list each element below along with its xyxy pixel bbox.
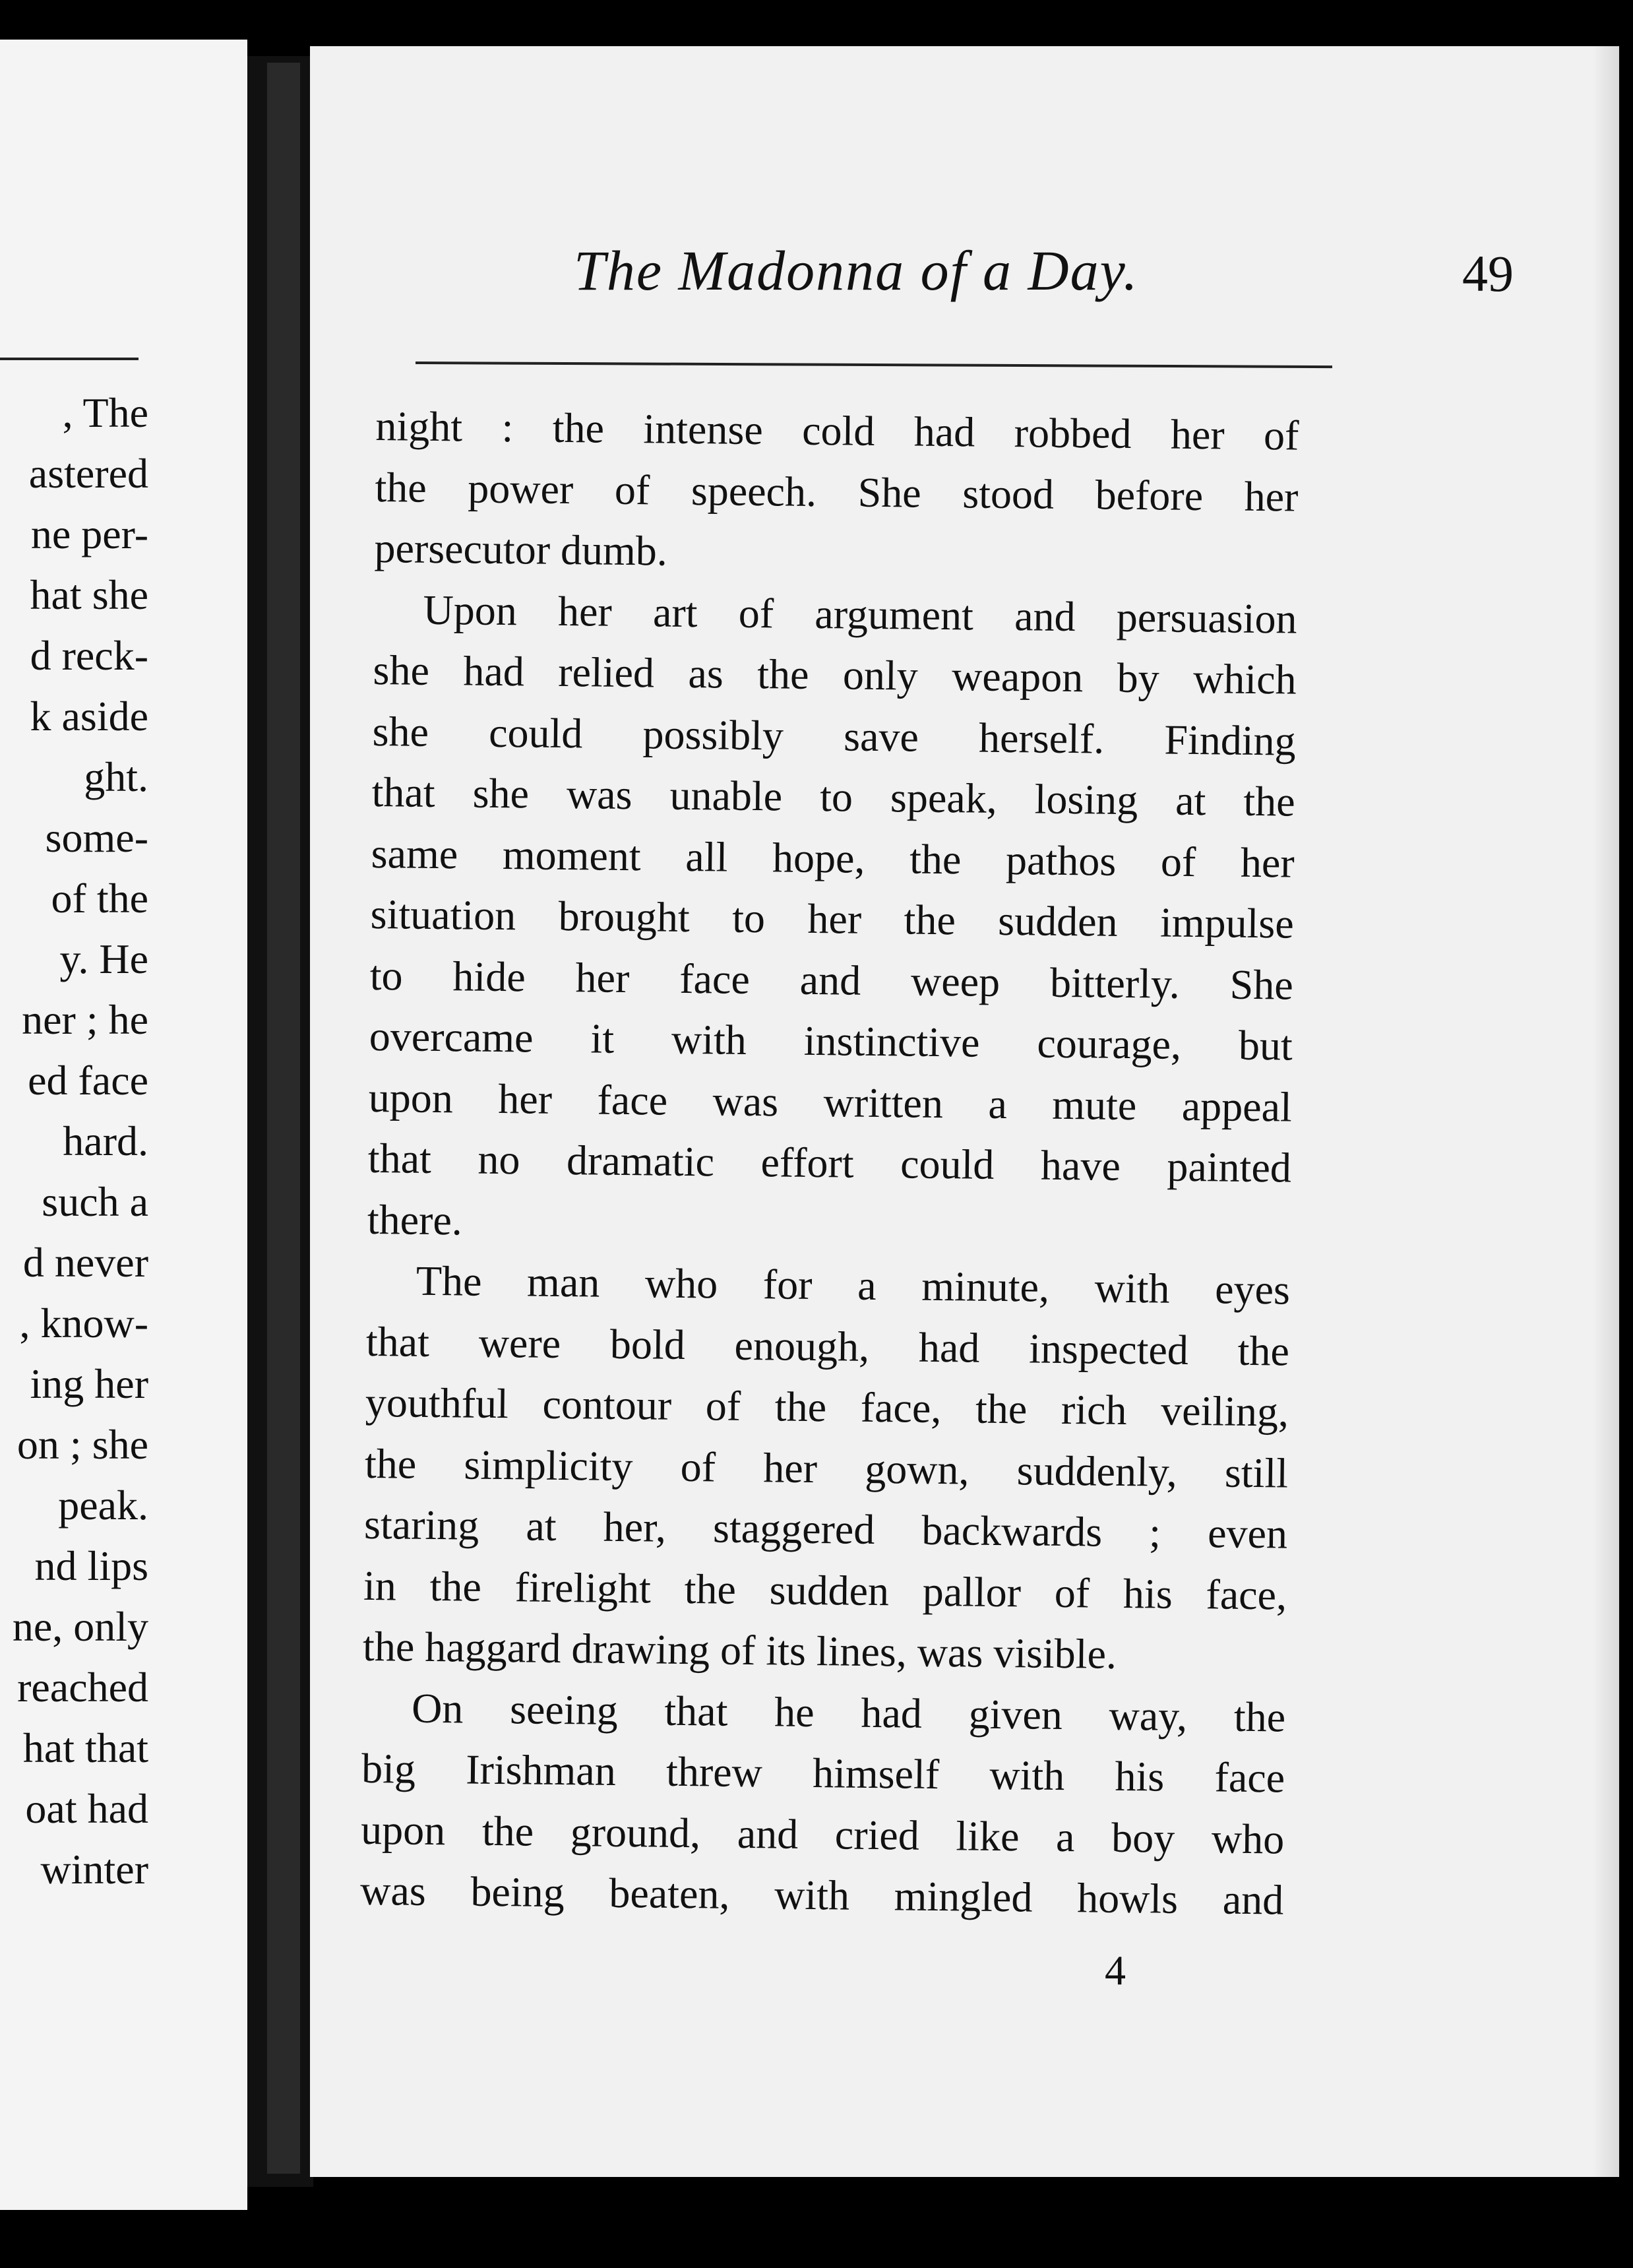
text-line: upon her face was written a mute appeal bbox=[368, 1073, 1293, 1131]
left-page-line: peak. bbox=[58, 1482, 148, 1528]
left-page-line: d reck- bbox=[30, 632, 148, 679]
left-page-line: d never bbox=[22, 1239, 148, 1286]
left-page-line: ght. bbox=[84, 753, 148, 800]
running-title: The Madonna of a Day. bbox=[574, 239, 1139, 302]
text-line: staring at her, staggered backwards ; even bbox=[363, 1500, 1288, 1558]
text-line: she could possibly save herself. Finding bbox=[372, 707, 1296, 765]
left-page-head-rule bbox=[0, 358, 139, 360]
text-line: On seeing that he had given way, the bbox=[411, 1684, 1286, 1741]
left-page-line: hat that bbox=[22, 1724, 148, 1771]
left-page-text bbox=[13, 383, 148, 1900]
left-page-line: some- bbox=[45, 814, 148, 861]
left-page-line: reached bbox=[17, 1664, 148, 1711]
left-page-line: ne, only bbox=[12, 1603, 148, 1650]
left-page-line: hard. bbox=[63, 1118, 148, 1164]
text-line: same moment all hope, the pathos of her bbox=[371, 829, 1295, 887]
right-page bbox=[310, 46, 1619, 2177]
left-page-line: of the bbox=[51, 875, 148, 922]
left-page-line: nd lips bbox=[34, 1542, 148, 1589]
left-page-line: on ; she bbox=[16, 1421, 148, 1468]
left-page-line: such a bbox=[42, 1178, 148, 1225]
text-line: that no dramatic effort could have painted bbox=[367, 1134, 1292, 1191]
left-page-line: , know- bbox=[19, 1300, 148, 1346]
text-line: the power of speech. She stood before her bbox=[375, 463, 1299, 520]
running-head bbox=[574, 237, 1563, 317]
text-line: the simplicity of her gown, suddenly, still bbox=[364, 1439, 1289, 1497]
text-line: situation brought to her the sudden impulse bbox=[370, 890, 1295, 947]
left-page-line: ing her bbox=[30, 1360, 148, 1407]
left-page-line: ed face bbox=[28, 1057, 148, 1104]
left-page-line: , The bbox=[62, 389, 148, 436]
text-line: there. bbox=[367, 1195, 463, 1244]
left-page-line: winter bbox=[40, 1846, 148, 1893]
left-page-line: astered bbox=[28, 450, 148, 497]
body-text bbox=[360, 396, 1299, 1931]
left-page-line: ner ; he bbox=[22, 996, 148, 1043]
page-number: 49 bbox=[1462, 245, 1514, 302]
left-page bbox=[0, 40, 247, 2210]
page-edge bbox=[267, 63, 300, 2174]
text-line: in the firelight the sudden pallor of his face, bbox=[363, 1561, 1287, 1619]
text-line: youthful contour of the face, the rich veiling, bbox=[365, 1378, 1289, 1435]
left-page-line: hat she bbox=[30, 571, 148, 618]
text-line: that she was unable to speak, losing at the bbox=[371, 768, 1296, 825]
signature-mark: 4 bbox=[1105, 1947, 1126, 1994]
text-line: The man who for a minute, with eyes bbox=[416, 1257, 1291, 1313]
text-line: she had relied as the only weapon by which bbox=[373, 646, 1297, 703]
text-line: upon the ground, and cried like a boy who bbox=[360, 1806, 1285, 1863]
left-page-line: oat had bbox=[25, 1785, 148, 1832]
text-line: big Irishman threw himself with his face bbox=[361, 1744, 1285, 1802]
text-line: persecutor dumb. bbox=[374, 524, 668, 575]
text-line: that were bold enough, had inspected the bbox=[365, 1317, 1290, 1375]
left-page-line: ne per- bbox=[30, 511, 148, 557]
text-line: was being beaten, with mingled howls and bbox=[359, 1866, 1284, 1924]
text-line: to hide her face and weep bitterly. She bbox=[369, 951, 1294, 1009]
text-line: the haggard drawing of its lines, was visible. bbox=[362, 1622, 1117, 1678]
text-line: Upon her art of argument and persuasion bbox=[423, 586, 1297, 643]
left-page-line: k aside bbox=[30, 693, 148, 740]
running-head-rule bbox=[416, 362, 1332, 368]
text-line: night : the intense cold had robbed her of bbox=[375, 402, 1299, 459]
left-page-line: y. He bbox=[59, 935, 148, 982]
text-line: overcame it with instinctive courage, but bbox=[369, 1012, 1293, 1069]
page-edge-shadow bbox=[1593, 46, 1619, 2177]
